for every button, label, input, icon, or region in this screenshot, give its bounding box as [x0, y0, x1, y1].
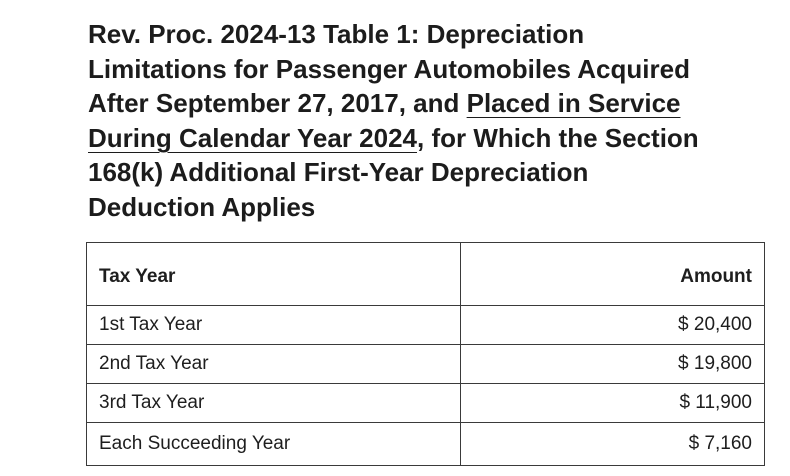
title-underlined-phrase-2: During Calendar Year 2024 — [88, 122, 418, 153]
table-row — [87, 345, 765, 384]
table-header-row — [87, 243, 765, 306]
title-line-2: Limitations for Passenger Automobiles Acquired — [88, 53, 690, 84]
row-tax-year: Each Succeeding Year — [87, 423, 461, 466]
title-line-4-text: , for Which the Section — [417, 122, 699, 153]
document-title — [88, 17, 768, 224]
row-amount: $ 7,160 — [461, 423, 765, 466]
title-line-6: Deduction Applies — [88, 191, 316, 222]
header-tax-year: Tax Year — [87, 243, 461, 306]
row-tax-year: 2nd Tax Year — [87, 345, 461, 384]
depreciation-table — [86, 242, 765, 466]
depreciation-table-container — [86, 242, 765, 466]
title-line-3-text: After September 27, 2017, and — [88, 88, 467, 118]
title-line-1: Rev. Proc. 2024-13 Table 1: Depreciation — [88, 19, 585, 49]
title-line-3 — [88, 86, 768, 121]
table-row — [87, 423, 765, 466]
row-amount: $ 20,400 — [461, 306, 765, 345]
header-amount: Amount — [461, 243, 765, 306]
row-amount: $ 19,800 — [461, 345, 765, 384]
row-amount: $ 11,900 — [461, 384, 765, 423]
row-tax-year: 1st Tax Year — [87, 306, 461, 345]
title-underlined-phrase-1: Placed in Service — [466, 88, 681, 118]
table-row — [87, 306, 765, 345]
title-line-4 — [88, 121, 768, 156]
table-row — [87, 384, 765, 423]
row-tax-year: 3rd Tax Year — [87, 384, 461, 423]
title-line-5: 168(k) Additional First-Year Depreciation — [88, 157, 589, 187]
